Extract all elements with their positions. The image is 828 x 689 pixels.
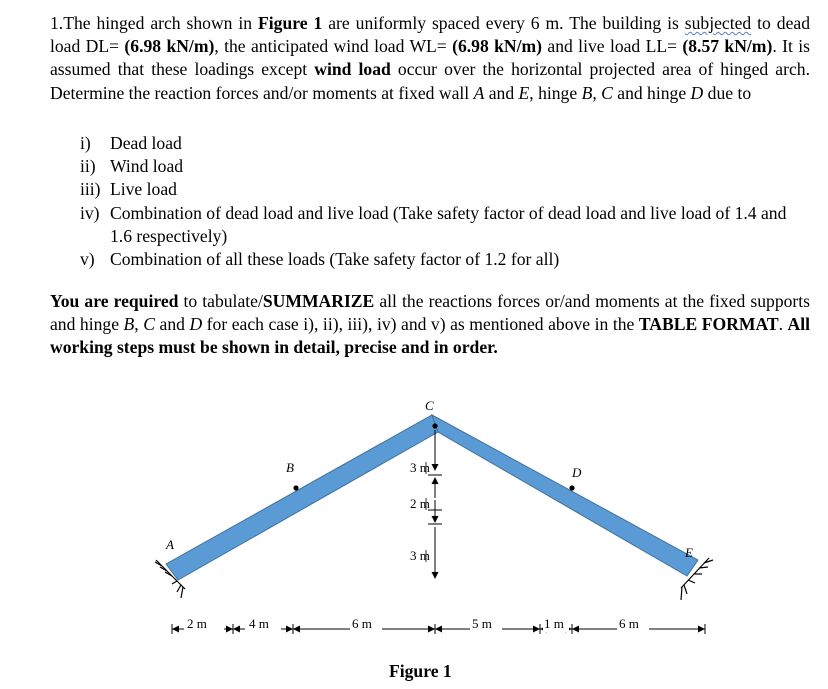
figure-reference: Figure 1 <box>258 13 323 33</box>
dim-h-4: 5 m <box>472 616 492 631</box>
live-load-value: (8.57 kN/m) <box>682 36 773 57</box>
label-c: C <box>425 398 434 413</box>
label-a: A <box>166 537 174 552</box>
list-item: i) Dead load <box>80 133 182 153</box>
list-item: ii) Wind load <box>80 156 184 177</box>
dim-h-6: 6 m <box>619 616 639 631</box>
dim-h-3: 6 m <box>352 616 372 631</box>
vertical-dimension <box>428 430 442 578</box>
arch-figure <box>0 380 828 660</box>
label-b: B <box>286 460 294 475</box>
label-d: D <box>572 465 582 480</box>
dim-h-5: 1 m <box>544 616 564 631</box>
hinge-d-marker <box>569 485 574 490</box>
wind-load-value: (6.98 kN/m) <box>452 36 543 57</box>
list-item: iii) Live load <box>80 179 177 200</box>
requirement-statement: You are required to tabulate/SUMMARIZE all the reactions forces or/and moments at the fixed supports and hinge B, C and D for each case i), ii), iii), iv) and v) as mentioned above in the TABLE FORMAT. All working steps must be shown in detail, precise and in order. <box>50 291 811 358</box>
list-item: v) Combination of all these loads (Take safety factor of 1.2 for all) <box>80 249 560 270</box>
load-case-list <box>80 132 810 271</box>
dead-load-value: (6.98 kN/m) <box>124 36 215 57</box>
problem-statement: 1.The hinged arch shown in Figure 1 are uniformly spaced every 6 m. The building is subjected to dead load DL= (6.98 kN/m), the anticipated wind load WL= (6.98 kN/m) and live load LL= (8.57 kN/m). It is assumed that these loadings except wind load occur over the horizontal projected area of hinged arch. Determine the reaction forces and/or moments at fixed wall A and E, hinge B, C and hinge D due to <box>50 13 810 103</box>
hinge-b-marker <box>293 485 298 490</box>
figure-caption: Figure 1 <box>389 661 452 681</box>
dim-h-2: 4 m <box>249 616 269 631</box>
arch-member-right <box>432 415 698 576</box>
dim-v-2: 2 m <box>410 496 430 511</box>
hinge-c-marker <box>432 423 437 428</box>
label-e: E <box>685 545 693 560</box>
dim-h-1: 2 m <box>187 616 207 631</box>
dim-v-1: 3 m <box>410 460 430 475</box>
arch-member-left <box>166 415 438 580</box>
dim-v-3: 3 m <box>410 548 430 563</box>
list-item: iv) Combination of dead load and live load (Take safety factor of dead load and live load of 1.4 and 1.6 respectively) <box>80 202 787 246</box>
